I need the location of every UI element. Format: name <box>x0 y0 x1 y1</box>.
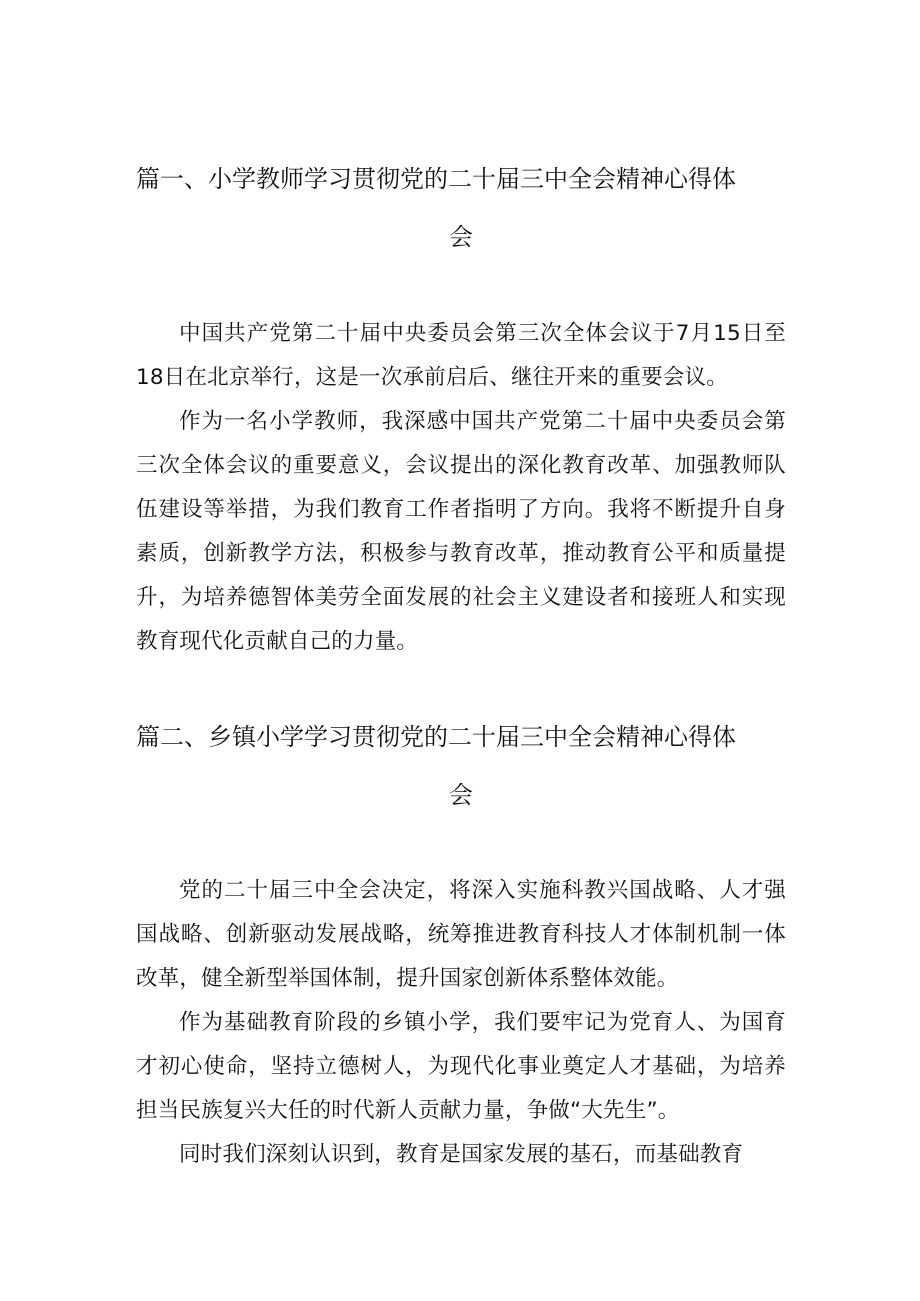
section-2-title-line2: 会 <box>449 781 473 809</box>
section-2-title <box>136 708 786 824</box>
section-2-paragraph-1: 党的二十届三中全会决定，将深入实施科教兴国战略、人才强国战略、创新驱动发展战略，统筹推进教育科技人才体制机制一体改革，健全新型举国体制，提升国家创新体系整体效能。 <box>136 878 786 991</box>
section-1-title <box>136 150 786 266</box>
section-1-paragraph-1: 中国共产党第二十届中央委员会第三次全体会议于7月15日至18日在北京举行，这是一次承前启后、继往开来的重要会议。 <box>136 321 786 390</box>
section-2-body <box>136 869 786 1177</box>
section-2-paragraph-2: 作为基础教育阶段的乡镇小学，我们要牢记为党育人、为国育才初心使命，坚持立德树人，为现代化事业奠定人才基础，为培养担当民族复兴大任的时代新人贡献力量，争做“大先生”。 <box>136 1010 786 1123</box>
section-2-paragraph-3: 同时我们深刻认识到，教育是国家发展的基石，而基础教育 <box>179 1142 744 1167</box>
section-1-title-line1: 篇一、小学教师学习贯彻党的二十届三中全会精神心得体 <box>136 165 736 193</box>
section-1-title-line2: 会 <box>449 223 473 251</box>
section-1-body <box>136 312 786 664</box>
section-1-paragraph-2: 作为一名小学教师，我深感中国共产党第二十届中央委员会第三次全体会议的重要意义，会议提出的深化教育改革、加强教师队伍建设等举措，为我们教育工作者指明了方向。我将不断提升自身素质，创新教学方法，积极参与教育改革，推动教育公平和质量提升，为培养德智体美劳全面发展的社会主义建设者和接班人和实现教育现代化贡献自己的力量。 <box>136 409 786 654</box>
section-2-title-line1: 篇二、乡镇小学学习贯彻党的二十届三中全会精神心得体 <box>136 723 736 751</box>
